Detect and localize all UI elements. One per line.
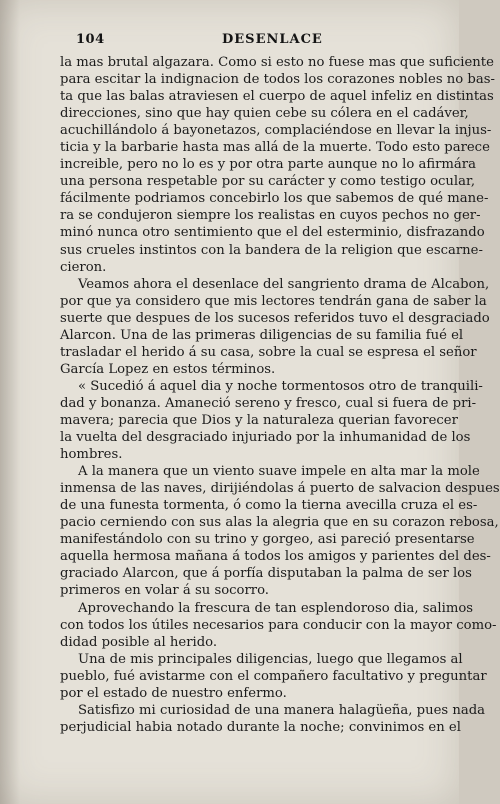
text-line: de una funesta tormenta, ó como la tierna avecilla cruza el es- bbox=[60, 498, 478, 514]
paragraph-start-line: A la manera que un viento suave impele en alta mar la mole bbox=[78, 464, 480, 480]
text-line: aquella hermosa mañana á todos los amigos y parientes del des- bbox=[60, 549, 491, 565]
text-line: primeros en volar á su socorro. bbox=[60, 583, 269, 599]
text-line: trasladar el herido á su casa, sobre la cual se espresa el señor bbox=[60, 344, 477, 360]
text-line: la mas brutal algazara. Como si esto no fuese mas que suficiente bbox=[60, 55, 494, 70]
text-line: pueblo, fué avistarme con el compañero facultativo y preguntar bbox=[60, 668, 487, 684]
text-line: hombres. bbox=[60, 447, 123, 463]
text-line: la vuelta del desgraciado injuriado por la inhumanidad de los bbox=[60, 430, 471, 446]
paragraph-start-line: Veamos ahora el desenlace del sangriento drama de Alcabon, bbox=[78, 276, 490, 292]
text-line: sus crueles instintos con la bandera de la religion que escarne- bbox=[60, 242, 483, 258]
text-line: pacio cerniendo con sus alas la alegria que en su corazon rebosa, bbox=[60, 515, 499, 531]
text-line: para escitar la indignacion de todos los corazones nobles no bas- bbox=[60, 72, 495, 88]
text-line: increible, pero no lo es y por otra parte aunque no lo afirmára bbox=[60, 157, 476, 173]
text-line: García Lopez en estos términos. bbox=[60, 361, 276, 377]
gutter-shadow bbox=[0, 0, 20, 804]
text-line: minó nunca otro sentimiento que el del esterminio, disfrazando bbox=[60, 225, 485, 241]
paragraph-start-line: « Sucedió á aquel dia y noche tormentosos otro de tranquili- bbox=[78, 378, 483, 394]
text-line: fácilmente podriamos concebirlo los que sabemos de qué mane- bbox=[60, 191, 489, 207]
text-line: suerte que despues de los sucesos referidos tuvo el desgraciado bbox=[60, 310, 490, 326]
text-line: cieron. bbox=[60, 259, 107, 275]
text-line: graciado Alarcon, que á porfía disputaban la palma de ser los bbox=[60, 566, 472, 582]
body-text bbox=[60, 54, 500, 736]
text-line: una persona respetable por su carácter y como testigo ocular, bbox=[60, 174, 476, 190]
text-line: inmensa de las naves, dirijiéndolas á puerto de salvacion despues bbox=[60, 481, 500, 497]
text-line: Alarcon. Una de las primeras diligencias de su familia fué el bbox=[60, 327, 464, 343]
text-line: didad posible al herido. bbox=[60, 634, 218, 650]
text-line: dad y bonanza. Amaneció sereno y fresco, cual si fuera de pri- bbox=[60, 395, 477, 411]
page-header bbox=[0, 32, 459, 50]
text-line: perjudicial habia notado durante la noche; convinimos en el bbox=[60, 719, 461, 735]
text-line: ra se condujeron siempre los realistas en cuyos pechos no ger- bbox=[60, 208, 481, 224]
text-line: ta que las balas atraviesen el cuerpo de aquel infeliz en distintas bbox=[60, 89, 494, 105]
paragraph-start-line: Aprovechando la frescura de tan esplendoroso dia, salimos bbox=[78, 600, 474, 616]
text-line: mavera; parecia que Dios y la naturaleza querian favorecer bbox=[60, 412, 458, 428]
text-line: direcciones, sino que hay quien cebe su cólera en el cadáver, bbox=[60, 106, 469, 122]
text-line: con todos los útiles necesarios para conducir con la mayor como- bbox=[60, 617, 497, 633]
paragraph-start-line: Una de mis principales diligencias, luego que llegamos al bbox=[78, 651, 463, 667]
text-line: por que ya considero que mis lectores tendrán gana de saber la bbox=[60, 293, 487, 309]
text-line: acuchillándolo á bayonetazos, complaciéndose en llevar la injus- bbox=[60, 123, 492, 139]
paragraph-start-line: Satisfizo mi curiosidad de una manera halagüeña, pues nada bbox=[78, 702, 486, 718]
text-line: manifestándolo con su trino y gorgeo, asi pareció presentarse bbox=[60, 532, 475, 548]
running-head: DESENLACE bbox=[222, 32, 323, 47]
page-number: 104 bbox=[76, 32, 105, 47]
text-line: ticia y la barbarie hasta mas allá de la muerte. Todo esto parece bbox=[60, 140, 490, 156]
text-line: por el estado de nuestro enfermo. bbox=[60, 685, 287, 701]
